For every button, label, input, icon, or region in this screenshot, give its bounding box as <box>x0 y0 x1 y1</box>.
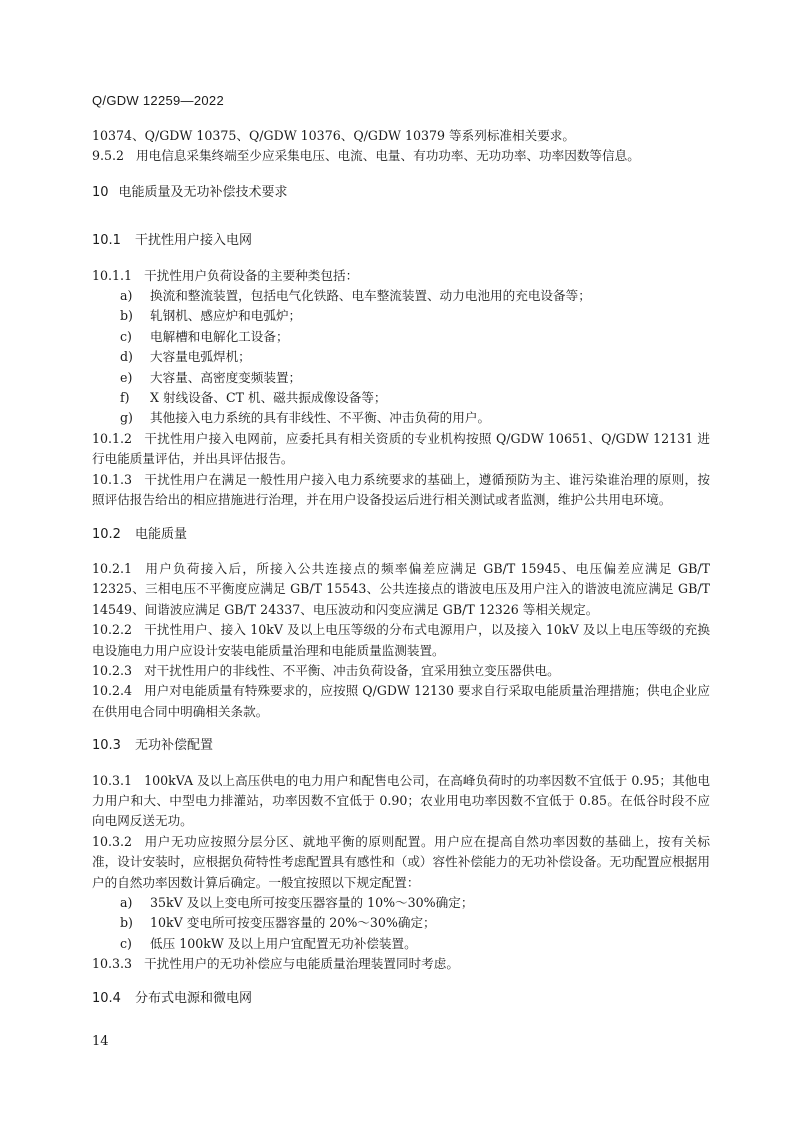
list-item-text: 大容量、高密度变频装置； <box>150 369 302 385</box>
heading-number: 10.3 <box>92 738 121 754</box>
clause <box>92 429 710 470</box>
document-body <box>92 126 710 1023</box>
heading-number: 10.1 <box>92 233 121 249</box>
clause-text: 对干扰性用户的非线性、不平衡、冲击负荷设备，宜采用独立变压器供电。 <box>144 662 560 678</box>
chapter-heading <box>92 183 710 203</box>
list-item-label: g) <box>120 410 133 426</box>
list-item <box>92 286 710 306</box>
clause-number: 10.3.1 <box>92 772 133 788</box>
list-item-label: c) <box>120 935 132 951</box>
clause <box>92 266 710 286</box>
clause-text: 用户对电能质量有特殊要求的，应按照 Q/GDW 12130 要求自行采取电能质量治理措施；供电企业应在供用电合同中明确相关条款。 <box>92 683 710 719</box>
heading-text: 干扰性用户接入电网 <box>134 233 252 249</box>
clause <box>92 146 710 166</box>
list-item <box>92 347 710 367</box>
list-item <box>92 934 710 954</box>
clause <box>92 661 710 681</box>
page-number: 14 <box>92 1034 109 1049</box>
section-heading <box>92 525 710 545</box>
clause-text: 干扰性用户在满足一般性用户接入电力系统要求的基础上，遵循预防为主、谁污染谁治理的原则，按照评估报告给出的相应措施进行治理，并在用户设备投运后进行相关测试或者监测，维护公共用电环境。 <box>92 471 710 508</box>
clause-text: 干扰性用户、接入 10kV 及以上电压等级的分布式电源用户，以及接入 10kV 及以上电压等级的充换电设施电力用户应设计安装电能质量治理和电能质量监测装置。 <box>92 622 710 658</box>
list-item-label: b) <box>120 915 133 931</box>
clause-text: 干扰性用户负荷设备的主要种类包括： <box>144 267 359 283</box>
clause <box>92 771 710 832</box>
heading-number: 10.2 <box>92 526 121 542</box>
list-item-label: d) <box>120 349 133 365</box>
heading-number: 10.4 <box>92 990 121 1006</box>
clause <box>92 954 710 974</box>
list-item-text: X 射线设备、CT 机、磁共振成像设备等； <box>150 390 387 406</box>
clause-text: 用户负荷接入后，所接入公共连接点的频率偏差应满足 GB/T 15945、电压偏差应满足 GB/T 12325、三相电压不平衡度应满足 GB/T 15543、公共连接点的谐波电压及用户注入的谐波电流应满足 GB/T 14549、间谐波应满足 GB/T 24337、电压波动和闪变应满足 GB/T 12326 等相关规定。 <box>92 560 710 617</box>
clause-number: 10.1.1 <box>92 267 133 283</box>
clause <box>92 620 710 661</box>
clause <box>92 470 710 511</box>
list-item <box>92 306 710 326</box>
list-item-text: 电解槽和电解化工设备； <box>150 328 289 344</box>
clause-number: 10.3.2 <box>92 833 133 849</box>
clause-text: 100kVA 及以上高压供电的电力用户和配售电公司，在高峰负荷时的功率因数不宜低于 0.95；其他电力用户和大、中型电力排灌站，功率因数不宜低于 0.90；农业用电功率因数不宜低于 0.85。在低谷时段不应向电网反送无功。 <box>92 772 710 829</box>
clause-number: 10.1.2 <box>92 430 133 446</box>
heading-number: 10 <box>92 184 109 200</box>
clause-text: 用电信息采集终端至少应采集电压、电流、电量、有功功率、无功功率、功率因数等信息。 <box>136 148 640 164</box>
list-item <box>92 368 710 388</box>
clause-number: 9.5.2 <box>92 148 125 164</box>
list-item-text: 35kV 及以上变电所可按变压器容量的 10%～30%确定； <box>150 895 474 910</box>
clause-number: 10.2.3 <box>92 662 133 678</box>
list-item-label: c) <box>120 328 132 344</box>
list-item-text: 其他接入电力系统的具有非线性、不平衡、冲击负荷的用户。 <box>150 410 491 426</box>
list-item <box>92 327 710 347</box>
list-item-label: a) <box>120 288 133 304</box>
list-item <box>92 893 710 913</box>
clause-number: 10.3.3 <box>92 956 133 972</box>
document-code: Q/GDW 12259—2022 <box>92 93 224 108</box>
clause-number: 10.2.2 <box>92 622 133 638</box>
list-item-text: 换流和整流装置，包括电气化铁路、电车整流装置、动力电池用的充电设备等； <box>150 288 591 304</box>
clause-text: 用户无功应按照分层分区、就地平衡的原则配置。用户应在提高自然功率因数的基础上，按有关标准，设计安装时，应根据负荷特性考虑配置具有感性和（或）容性补偿能力的无功补偿设备。无功配置应根据用户的自然功率因数计算后确定。一般宜按照以下规定配置： <box>92 833 710 890</box>
list-item-text: 10kV 变电所可按变压器容量的 20%～30%确定； <box>150 915 436 931</box>
list-item-text: 轧钢机、感应炉和电弧炉； <box>150 308 302 324</box>
clause <box>92 832 710 893</box>
section-heading <box>92 736 710 756</box>
paragraph: 10374、Q/GDW 10375、Q/GDW 10376、Q/GDW 10379 等系列标准相关要求。 <box>92 128 575 143</box>
clause-text: 干扰性用户接入电网前，应委托具有相关资质的专业机构按照 Q/GDW 10651、Q/GDW 12131 进行电能质量评估，并出具评估报告。 <box>92 430 710 467</box>
clause <box>92 559 710 620</box>
clause <box>92 681 710 722</box>
list-item <box>92 913 710 933</box>
heading-text: 电能质量及无功补偿技术要求 <box>118 184 288 200</box>
section-heading <box>92 989 710 1009</box>
list-item-label: a) <box>120 895 133 910</box>
heading-text: 电能质量 <box>134 526 187 542</box>
list-item-text: 低压 100kW 及以上用户宜配置无功补偿装置。 <box>150 935 417 951</box>
clause-number: 10.2.4 <box>92 683 133 699</box>
section-heading <box>92 231 710 251</box>
clause-text: 干扰性用户的无功补偿应与电能质量治理装置同时考虑。 <box>144 956 459 972</box>
heading-text: 无功补偿配置 <box>134 738 213 754</box>
clause-number: 10.2.1 <box>92 560 133 576</box>
clause-number: 10.1.3 <box>92 471 133 487</box>
list-item-label: b) <box>120 308 133 324</box>
list-item-label: e) <box>120 369 133 385</box>
list-item-label: f) <box>120 390 130 406</box>
list-item <box>92 388 710 408</box>
list-item <box>92 408 710 428</box>
list-item-text: 大容量电弧焊机； <box>150 349 251 365</box>
heading-text: 分布式电源和微电网 <box>134 990 252 1006</box>
